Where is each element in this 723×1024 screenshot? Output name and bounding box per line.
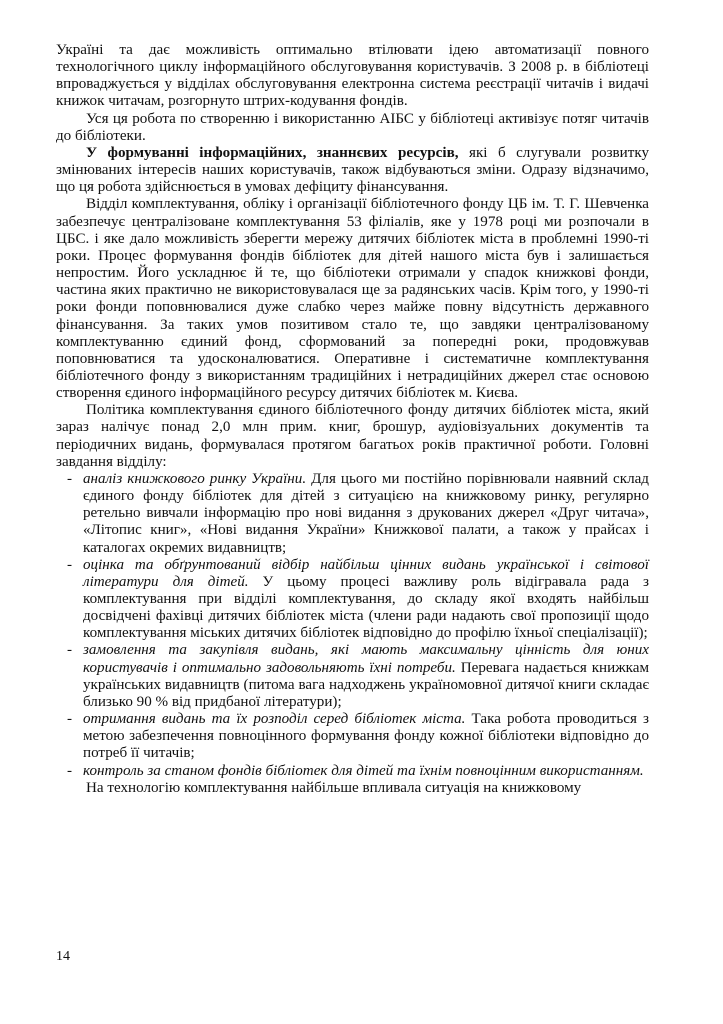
paragraph-knowledge-resources (56, 145, 649, 196)
paragraph-acquisition-department: Відділ комплектування, обліку і організації бібліотечного фонду ЦБ ім. Т. Г. Шевченка забезпечує централізоване комплектування 53 філіалів, яке у 1978 році ми розпочали в ЦБС. і яке дало можливість зберегти мережу дитячих бібліотек міста в проблемні 1990-ті роки. Процес формування фондів бібліотек для дітей нашого міста був і залишається непростим. Його ускладнює й те, що бібліотеки отримали у спадок книжкові фонди, частина яких практично не використовувалася ще за радянських часів. Крім того, у 1990-ті роки фонди поповнювалися дуже слабко через майже повну відсутність державного фінансування. За таких умов позитивом стало те, що завдяки централізованому комплектуванню єдиний фонд, сформований за попередні роки, продовжував поповнюватися та удосконалюватися. Оперативне і систематичне комплектування бібліотечного фонду з використанням традиційних і нетрадиційних джерел стає основою створення єдиного інформаційного ресурсу дитячих бібліотек м. Києва. (56, 196, 649, 402)
list-item (56, 471, 649, 557)
list-dash: - (67, 470, 73, 487)
task-term: отримання видань та їх розподіл серед бібліотек міста. (83, 711, 466, 728)
paragraph-aibs-activity: Уся ця робота по створенню і використанню АІБС у бібліотеці активізує потяг читачів до бібліотеки. (56, 110, 649, 144)
list-item (56, 763, 649, 780)
tasks-list (56, 471, 649, 780)
paragraph-acquisition-policy: Політика комплектування єдиного бібліотечного фонду дитячих бібліотек міста, який зараз налічує понад 2,0 млн прим. книг, брошур, аудіовізуальних документів та періодичних видань, формувалася протягом багатьох років практичної роботи. Головні завдання відділу: (56, 402, 649, 470)
paragraph-lead-in: У формуванні інформаційних, знаннєвих ресурсів, (86, 144, 459, 161)
task-term: замовлення та закупівля видань, які мають максимальну цінність для юних користувачів і оптимально задовольняють їхні потреби. (83, 642, 649, 676)
task-description: Для цього ми постійно порівнювали наявний склад єдиного фонду бібліотек для дітей з ситуацією на книжковому ринку, регулярно ретельно вивчали інформацію про нові видання з друкованих джерел «Друг читача», «Літопис книг», «Нові видання України» Книжкової палати, а також у прайсах і каталогах окремих видавництв; (83, 470, 649, 556)
list-dash: - (67, 762, 73, 779)
paragraph-continuation: які б слугували розвитку змінюваних інтересів наших користувачів, також відбуваються зміни. Одразу відзначимо, що ця робота здійснюється в умовах дефіциту фінансування. (56, 144, 650, 196)
task-term: контроль за станом фондів бібліотек для дітей та їхнім повноцінним використанням. (83, 762, 644, 779)
page-body (56, 42, 649, 797)
task-description: Така робота проводиться з метою забезпечення повноцінного формування фонду кожної бібліотеки відповідно до потреб її читачів; (83, 711, 649, 762)
task-description: У цьому процесі важливу роль відігравала рада з комплектування при відділі комплектування, до складу якої входять найбільш досвідчені фахівці дитячих бібліотек міста (члени ради надають свої пропозиції щодо комплектування міських дитячих бібліотек відповідно до профілю їхньої спеціалізації); (83, 573, 649, 642)
list-item (56, 557, 649, 643)
list-dash: - (67, 711, 73, 728)
task-description: Перевага надається книжкам українських видавництв (питома вага надходжень україномовної дитячої книги складає близько 90 % від придбаної літератури); (83, 659, 649, 710)
list-item (56, 642, 649, 711)
list-item (56, 711, 649, 762)
page-number: 14 (56, 949, 70, 964)
list-dash: - (67, 556, 73, 573)
task-term: оцінка та обґрунтований відбір найбільш цінних видань української і світової літератури для дітей. (83, 556, 649, 590)
task-term: аналіз книжкового ринку України. (83, 470, 307, 487)
list-dash: - (67, 642, 73, 659)
paragraph-automation: Україні та дає можливість оптимально втілювати ідею автоматизації повного технологічного циклу інформаційного обслуговування користувачів. З 2008 р. в бібліотеці впроваджується у відділах обслуговування електронна система реєстрації читачів і видачі книжок читачам, розгорнуто штрих-кодування фондів. (56, 42, 649, 110)
paragraph-book-market: На технологію комплектування найбільше впливала ситуація на книжковому (86, 779, 582, 796)
